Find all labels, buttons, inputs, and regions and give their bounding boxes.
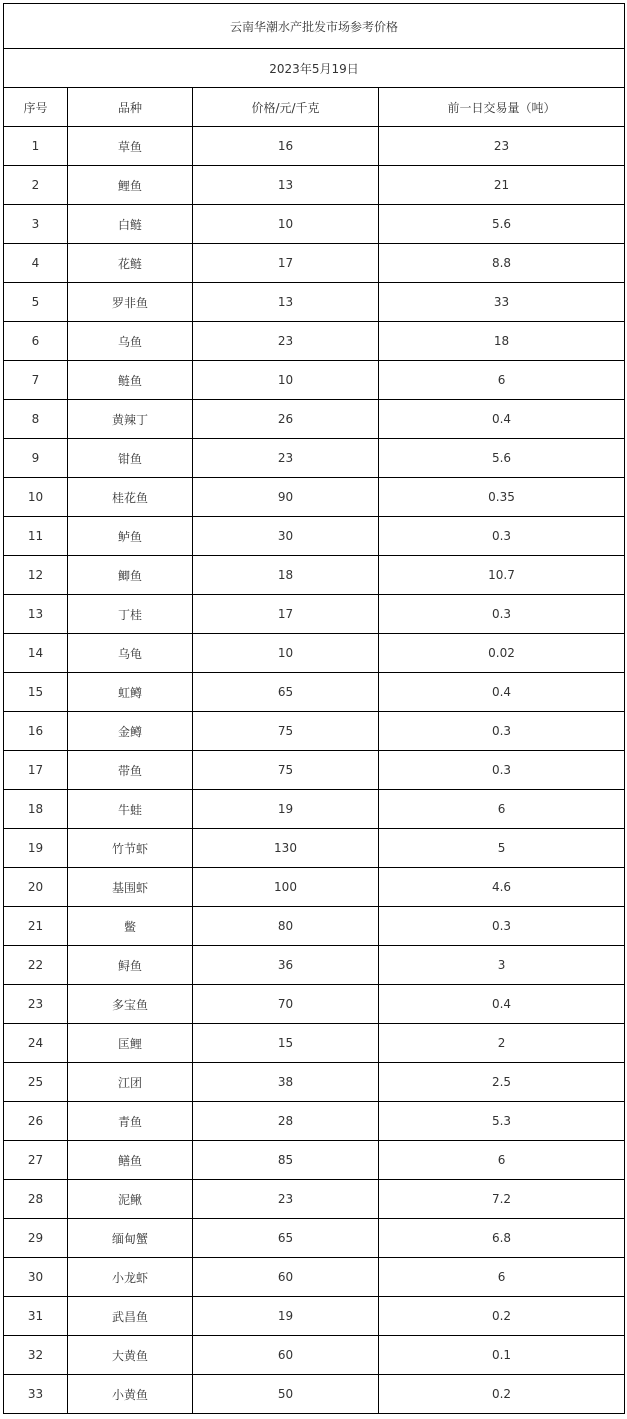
cell-variety: 鲟鱼: [68, 946, 193, 985]
cell-index: 31: [4, 1297, 68, 1336]
cell-price: 26: [193, 400, 379, 439]
table-row: [4, 985, 625, 1024]
cell-volume: 6: [379, 1258, 625, 1297]
cell-volume: 2: [379, 1024, 625, 1063]
cell-price: 65: [193, 1219, 379, 1258]
cell-index: 15: [4, 673, 68, 712]
cell-price: 18: [193, 556, 379, 595]
cell-variety: 带鱼: [68, 751, 193, 790]
cell-price: 10: [193, 361, 379, 400]
header-price: 价格/元/千克: [193, 88, 379, 127]
table-row: [4, 1336, 625, 1375]
cell-price: 19: [193, 790, 379, 829]
cell-index: 22: [4, 946, 68, 985]
table-row: [4, 1297, 625, 1336]
table-row: [4, 712, 625, 751]
cell-variety: 黄辣丁: [68, 400, 193, 439]
cell-variety: 青鱼: [68, 1102, 193, 1141]
cell-index: 13: [4, 595, 68, 634]
cell-index: 27: [4, 1141, 68, 1180]
cell-variety: 丁桂: [68, 595, 193, 634]
table-row: [4, 1063, 625, 1102]
table-row: [4, 829, 625, 868]
cell-price: 30: [193, 517, 379, 556]
table-row: [4, 1180, 625, 1219]
cell-price: 17: [193, 595, 379, 634]
cell-volume: 33: [379, 283, 625, 322]
cell-index: 19: [4, 829, 68, 868]
cell-volume: 18: [379, 322, 625, 361]
cell-index: 20: [4, 868, 68, 907]
cell-index: 2: [4, 166, 68, 205]
cell-variety: 草鱼: [68, 127, 193, 166]
cell-index: 10: [4, 478, 68, 517]
cell-volume: 23: [379, 127, 625, 166]
table-row: [4, 634, 625, 673]
header-volume: 前一日交易量（吨）: [379, 88, 625, 127]
cell-variety: 乌龟: [68, 634, 193, 673]
table-row: [4, 1258, 625, 1297]
cell-price: 13: [193, 283, 379, 322]
cell-variety: 牛蛙: [68, 790, 193, 829]
table-row: [4, 478, 625, 517]
cell-variety: 竹节虾: [68, 829, 193, 868]
cell-volume: 10.7: [379, 556, 625, 595]
cell-index: 14: [4, 634, 68, 673]
cell-price: 23: [193, 322, 379, 361]
cell-index: 11: [4, 517, 68, 556]
cell-volume: 2.5: [379, 1063, 625, 1102]
cell-variety: 鲈鱼: [68, 517, 193, 556]
table-row: [4, 400, 625, 439]
table-date: 2023年5月19日: [4, 49, 625, 88]
cell-price: 36: [193, 946, 379, 985]
table-row: [4, 556, 625, 595]
table-row: [4, 673, 625, 712]
cell-volume: 6: [379, 1141, 625, 1180]
header-row: [4, 88, 625, 127]
cell-volume: 0.02: [379, 634, 625, 673]
cell-volume: 0.4: [379, 673, 625, 712]
cell-variety: 小龙虾: [68, 1258, 193, 1297]
cell-price: 75: [193, 751, 379, 790]
table-row: [4, 283, 625, 322]
cell-variety: 鲢鱼: [68, 361, 193, 400]
cell-variety: 鲤鱼: [68, 166, 193, 205]
cell-variety: 江团: [68, 1063, 193, 1102]
cell-price: 19: [193, 1297, 379, 1336]
cell-price: 70: [193, 985, 379, 1024]
cell-index: 17: [4, 751, 68, 790]
table-row: [4, 361, 625, 400]
cell-price: 85: [193, 1141, 379, 1180]
cell-price: 80: [193, 907, 379, 946]
table-row: [4, 517, 625, 556]
cell-index: 12: [4, 556, 68, 595]
cell-volume: 0.3: [379, 907, 625, 946]
cell-volume: 3: [379, 946, 625, 985]
cell-index: 4: [4, 244, 68, 283]
cell-price: 75: [193, 712, 379, 751]
cell-index: 16: [4, 712, 68, 751]
cell-price: 90: [193, 478, 379, 517]
cell-price: 23: [193, 439, 379, 478]
cell-variety: 鳝鱼: [68, 1141, 193, 1180]
cell-price: 10: [193, 634, 379, 673]
table-row: [4, 751, 625, 790]
cell-price: 100: [193, 868, 379, 907]
cell-price: 38: [193, 1063, 379, 1102]
table-row: [4, 790, 625, 829]
cell-index: 3: [4, 205, 68, 244]
cell-variety: 基围虾: [68, 868, 193, 907]
cell-price: 28: [193, 1102, 379, 1141]
cell-index: 26: [4, 1102, 68, 1141]
cell-index: 5: [4, 283, 68, 322]
cell-volume: 0.1: [379, 1336, 625, 1375]
cell-volume: 0.4: [379, 985, 625, 1024]
table-row: [4, 1375, 625, 1414]
cell-price: 15: [193, 1024, 379, 1063]
cell-volume: 4.6: [379, 868, 625, 907]
cell-index: 1: [4, 127, 68, 166]
cell-volume: 6: [379, 790, 625, 829]
header-index: 序号: [4, 88, 68, 127]
cell-index: 24: [4, 1024, 68, 1063]
date-row: [4, 49, 625, 88]
cell-price: 130: [193, 829, 379, 868]
cell-variety: 金鳟: [68, 712, 193, 751]
cell-variety: 乌鱼: [68, 322, 193, 361]
cell-variety: 缅甸蟹: [68, 1219, 193, 1258]
cell-index: 30: [4, 1258, 68, 1297]
cell-variety: 白鲢: [68, 205, 193, 244]
cell-index: 9: [4, 439, 68, 478]
cell-variety: 虹鳟: [68, 673, 193, 712]
table-row: [4, 595, 625, 634]
cell-variety: 大黄鱼: [68, 1336, 193, 1375]
cell-volume: 8.8: [379, 244, 625, 283]
cell-price: 60: [193, 1258, 379, 1297]
cell-variety: 泥鳅: [68, 1180, 193, 1219]
cell-index: 32: [4, 1336, 68, 1375]
cell-volume: 0.3: [379, 751, 625, 790]
cell-price: 50: [193, 1375, 379, 1414]
table-row: [4, 946, 625, 985]
table-row: [4, 322, 625, 361]
cell-volume: 0.3: [379, 517, 625, 556]
cell-index: 7: [4, 361, 68, 400]
cell-index: 28: [4, 1180, 68, 1219]
table-row: [4, 907, 625, 946]
cell-volume: 0.3: [379, 595, 625, 634]
cell-volume: 5.3: [379, 1102, 625, 1141]
table-row: [4, 1141, 625, 1180]
cell-volume: 0.3: [379, 712, 625, 751]
header-variety: 品种: [68, 88, 193, 127]
cell-volume: 21: [379, 166, 625, 205]
table-row: [4, 127, 625, 166]
title-row: [4, 4, 625, 49]
cell-volume: 0.2: [379, 1297, 625, 1336]
cell-index: 18: [4, 790, 68, 829]
cell-variety: 鲫鱼: [68, 556, 193, 595]
cell-volume: 0.4: [379, 400, 625, 439]
cell-index: 6: [4, 322, 68, 361]
cell-price: 60: [193, 1336, 379, 1375]
cell-volume: 5.6: [379, 205, 625, 244]
cell-price: 13: [193, 166, 379, 205]
cell-index: 25: [4, 1063, 68, 1102]
cell-index: 29: [4, 1219, 68, 1258]
cell-variety: 花鲢: [68, 244, 193, 283]
table-row: [4, 439, 625, 478]
cell-price: 16: [193, 127, 379, 166]
table-row: [4, 868, 625, 907]
cell-index: 8: [4, 400, 68, 439]
table-body: [4, 4, 625, 1414]
table-title: 云南华潮水产批发市场参考价格: [4, 4, 625, 49]
cell-volume: 0.2: [379, 1375, 625, 1414]
table-row: [4, 244, 625, 283]
cell-variety: 多宝鱼: [68, 985, 193, 1024]
cell-index: 23: [4, 985, 68, 1024]
cell-index: 21: [4, 907, 68, 946]
cell-volume: 5: [379, 829, 625, 868]
cell-volume: 6: [379, 361, 625, 400]
cell-volume: 0.35: [379, 478, 625, 517]
table-row: [4, 205, 625, 244]
cell-variety: 匡鲤: [68, 1024, 193, 1063]
cell-variety: 钳鱼: [68, 439, 193, 478]
cell-volume: 5.6: [379, 439, 625, 478]
cell-price: 23: [193, 1180, 379, 1219]
cell-price: 10: [193, 205, 379, 244]
table-row: [4, 1024, 625, 1063]
cell-index: 33: [4, 1375, 68, 1414]
cell-volume: 6.8: [379, 1219, 625, 1258]
table-row: [4, 1102, 625, 1141]
cell-volume: 7.2: [379, 1180, 625, 1219]
cell-variety: 桂花鱼: [68, 478, 193, 517]
cell-price: 17: [193, 244, 379, 283]
cell-variety: 罗非鱼: [68, 283, 193, 322]
price-table-container: [3, 3, 624, 1414]
table-row: [4, 1219, 625, 1258]
cell-variety: 武昌鱼: [68, 1297, 193, 1336]
price-table: [3, 3, 625, 1414]
table-row: [4, 166, 625, 205]
cell-price: 65: [193, 673, 379, 712]
cell-variety: 小黄鱼: [68, 1375, 193, 1414]
cell-variety: 鳖: [68, 907, 193, 946]
